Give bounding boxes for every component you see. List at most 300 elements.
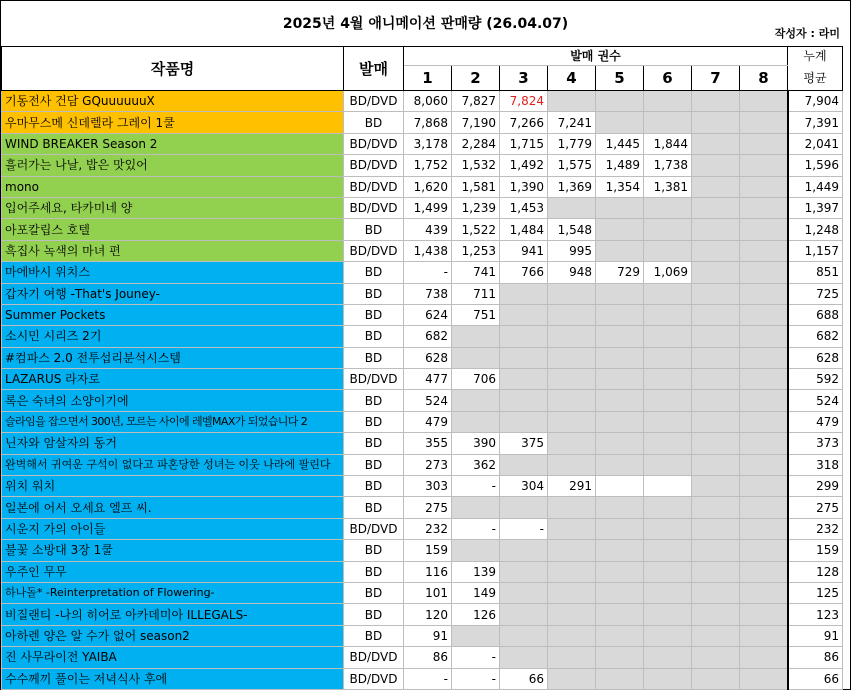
unreleased-volume-cell [740,112,788,133]
volume-value-cell: 1,522 [452,219,500,240]
sales-table [1,46,843,690]
volume-value-cell: 7,241 [548,112,596,133]
volume-value-cell: 741 [452,262,500,283]
volume-value-cell: 2,284 [452,133,500,154]
unreleased-volume-cell [740,668,788,689]
title-cell: 아하렌 양은 알 수가 없어 season2 [2,625,344,646]
unreleased-volume-cell [452,326,500,347]
unreleased-volume-cell [692,133,740,154]
unreleased-volume-cell [692,155,740,176]
title-cell: mono [2,176,344,197]
unreleased-volume-cell [500,497,548,518]
format-cell: BD [344,540,404,561]
unreleased-volume-cell [500,390,548,411]
unreleased-volume-cell [692,326,740,347]
volume-value-cell: 479 [404,411,452,432]
unreleased-volume-cell [596,112,644,133]
volume-value-cell: 1,453 [500,197,548,218]
title-cell: 닌자와 암살자의 동거 [2,433,344,454]
average-cell: 232 [788,518,843,539]
empty-volume-cell [644,476,692,497]
unreleased-volume-cell [692,112,740,133]
volume-value-cell: 355 [404,433,452,454]
volume-header-1: 1 [404,66,452,91]
title-cell: 수수께끼 풀이는 저녁식사 후에 [2,668,344,689]
table-row [2,369,843,390]
unreleased-volume-cell [644,411,692,432]
volume-value-cell: 1,354 [596,176,644,197]
volume-header-7: 7 [692,66,740,91]
unreleased-volume-cell [548,540,596,561]
table-row [2,411,843,432]
unreleased-volume-cell [452,390,500,411]
unreleased-volume-cell [500,347,548,368]
volume-value-cell: 304 [500,476,548,497]
unreleased-volume-cell [740,411,788,432]
unreleased-volume-cell [452,347,500,368]
volume-value-cell: 8,060 [404,91,452,112]
average-cell: 7,391 [788,112,843,133]
volume-value-cell: 729 [596,262,644,283]
volume-value-cell: - [452,668,500,689]
unreleased-volume-cell [644,604,692,625]
unreleased-volume-cell [452,497,500,518]
table-row [2,283,843,304]
format-cell: BD [344,433,404,454]
table-row [2,304,843,325]
table-row [2,176,843,197]
volume-value-cell: 1,779 [548,133,596,154]
unreleased-volume-cell [596,219,644,240]
unreleased-volume-cell [548,304,596,325]
volume-header-3: 3 [500,66,548,91]
unreleased-volume-cell [692,219,740,240]
unreleased-volume-cell [740,369,788,390]
title-cell: #컴파스 2.0 전투섭리분석시스템 [2,347,344,368]
average-cell: 851 [788,262,843,283]
unreleased-volume-cell [740,390,788,411]
title-cell: WIND BREAKER Season 2 [2,133,344,154]
unreleased-volume-cell [692,518,740,539]
volume-value-cell: 1,239 [452,197,500,218]
unreleased-volume-cell [740,433,788,454]
volume-value-cell: 1,484 [500,219,548,240]
unreleased-volume-cell [740,176,788,197]
average-cell: 275 [788,497,843,518]
table-row [2,604,843,625]
title-cell: 하나돌* -Reinterpretation of Flowering- [2,582,344,603]
title-cell: 위치 워치 [2,476,344,497]
unreleased-volume-cell [596,582,644,603]
unreleased-volume-cell [596,197,644,218]
format-cell: BD [344,390,404,411]
unreleased-volume-cell [548,197,596,218]
unreleased-volume-cell [500,582,548,603]
unreleased-volume-cell [644,326,692,347]
average-cell: 66 [788,668,843,689]
unreleased-volume-cell [596,668,644,689]
unreleased-volume-cell [692,91,740,112]
title-cell: LAZARUS 라자로 [2,369,344,390]
format-cell: BD [344,561,404,582]
average-cell: 373 [788,433,843,454]
average-cell: 318 [788,454,843,475]
format-cell: BD [344,497,404,518]
title-cell: 시운지 가의 아이들 [2,518,344,539]
volume-value-cell: 390 [452,433,500,454]
unreleased-volume-cell [692,283,740,304]
volume-value-cell: 624 [404,304,452,325]
unreleased-volume-cell [596,497,644,518]
title-cell: 비질랜티 -나의 히어로 아카데미아 ILLEGALS- [2,604,344,625]
unreleased-volume-cell [740,518,788,539]
unreleased-volume-cell [644,390,692,411]
volume-value-cell: - [452,647,500,668]
unreleased-volume-cell [692,668,740,689]
average-cell: 725 [788,283,843,304]
volume-value-cell: 1,381 [644,176,692,197]
average-cell: 91 [788,625,843,646]
unreleased-volume-cell [740,497,788,518]
unreleased-volume-cell [500,561,548,582]
unreleased-volume-cell [740,540,788,561]
average-cell: 128 [788,561,843,582]
unreleased-volume-cell [548,604,596,625]
unreleased-volume-cell [596,411,644,432]
volume-value-cell: 149 [452,582,500,603]
unreleased-volume-cell [644,625,692,646]
unreleased-volume-cell [644,197,692,218]
format-cell: BD/DVD [344,133,404,154]
unreleased-volume-cell [740,262,788,283]
table-body [2,91,843,690]
unreleased-volume-cell [644,219,692,240]
unreleased-volume-cell [740,604,788,625]
unreleased-volume-cell [692,497,740,518]
volume-header-6: 6 [644,66,692,91]
unreleased-volume-cell [692,625,740,646]
format-cell: BD [344,625,404,646]
volume-value-cell: - [404,262,452,283]
unreleased-volume-cell [548,347,596,368]
unreleased-volume-cell [644,240,692,261]
format-cell: BD [344,604,404,625]
unreleased-volume-cell [500,625,548,646]
volume-value-cell: 1,752 [404,155,452,176]
title-cell: Summer Pockets [2,304,344,325]
volume-value-cell: 1,844 [644,133,692,154]
volume-value-cell: 1,445 [596,133,644,154]
unreleased-volume-cell [644,582,692,603]
table-row [2,454,843,475]
average-cell: 1,248 [788,219,843,240]
volume-value-cell: 232 [404,518,452,539]
author-label: 작성자 : 라미 [774,27,840,40]
unreleased-volume-cell [596,91,644,112]
table-row [2,262,843,283]
unreleased-volume-cell [740,219,788,240]
volume-value-cell: 303 [404,476,452,497]
unreleased-volume-cell [644,369,692,390]
average-cell: 1,397 [788,197,843,218]
title-bar [1,1,850,46]
volume-value-cell: 7,190 [452,112,500,133]
unreleased-volume-cell [644,647,692,668]
average-cell: 86 [788,647,843,668]
title-cell: 슬라임을 잡으면서 300년, 모르는 사이에 레벨MAX가 되었습니다 2 [2,411,344,432]
volume-value-cell: 120 [404,604,452,625]
volume-value-cell: - [500,518,548,539]
volume-value-cell: 291 [548,476,596,497]
unreleased-volume-cell [644,347,692,368]
unreleased-volume-cell [548,390,596,411]
volume-value-cell: 477 [404,369,452,390]
unreleased-volume-cell [500,411,548,432]
volume-value-cell: 7,824 [500,91,548,112]
table-row [2,561,843,582]
unreleased-volume-cell [740,197,788,218]
unreleased-volume-cell [692,240,740,261]
volume-value-cell: 66 [500,668,548,689]
volume-value-cell: 1,738 [644,155,692,176]
table-row [2,625,843,646]
volume-value-cell: 126 [452,604,500,625]
volume-value-cell: 1,499 [404,197,452,218]
average-cell: 628 [788,347,843,368]
unreleased-volume-cell [644,540,692,561]
unreleased-volume-cell [692,582,740,603]
unreleased-volume-cell [692,454,740,475]
table-row [2,197,843,218]
average-cell: 123 [788,604,843,625]
unreleased-volume-cell [740,91,788,112]
format-cell: BD/DVD [344,668,404,689]
format-cell: BD [344,219,404,240]
unreleased-volume-cell [452,411,500,432]
average-cell: 1,157 [788,240,843,261]
title-cell: 록은 숙녀의 소양이기에 [2,390,344,411]
unreleased-volume-cell [548,91,596,112]
format-cell: BD [344,476,404,497]
page-title: 2025년 4월 애니메이션 판매량 (26.04.07) [282,16,569,32]
unreleased-volume-cell [452,625,500,646]
unreleased-volume-cell [644,518,692,539]
unreleased-volume-cell [548,369,596,390]
volumes-group-header: 발매 권수 [404,47,788,66]
volume-value-cell: 751 [452,304,500,325]
unreleased-volume-cell [692,540,740,561]
volume-value-cell: 995 [548,240,596,261]
unreleased-volume-cell [452,540,500,561]
average-cell: 1,596 [788,155,843,176]
unreleased-volume-cell [548,326,596,347]
unreleased-volume-cell [740,347,788,368]
unreleased-volume-cell [644,91,692,112]
average-cell: 592 [788,369,843,390]
unreleased-volume-cell [740,326,788,347]
volume-value-cell: 738 [404,283,452,304]
unreleased-volume-cell [740,133,788,154]
table-row [2,91,843,112]
table-row [2,647,843,668]
unreleased-volume-cell [596,454,644,475]
unreleased-volume-cell [500,283,548,304]
unreleased-volume-cell [740,561,788,582]
unreleased-volume-cell [500,647,548,668]
avg-header-line2: 평균 [788,66,843,91]
unreleased-volume-cell [740,240,788,261]
title-cell: 우주인 무무 [2,561,344,582]
volume-value-cell: 1,492 [500,155,548,176]
unreleased-volume-cell [596,390,644,411]
volume-value-cell: 101 [404,582,452,603]
title-cell: 입어주세요, 타카미네 양 [2,197,344,218]
average-cell: 7,904 [788,91,843,112]
unreleased-volume-cell [596,326,644,347]
unreleased-volume-cell [596,647,644,668]
average-cell: 524 [788,390,843,411]
format-cell: BD [344,262,404,283]
title-cell: 우마무스메 신데렐라 그레이 1쿨 [2,112,344,133]
unreleased-volume-cell [740,454,788,475]
average-cell: 688 [788,304,843,325]
format-cell: BD/DVD [344,518,404,539]
avg-header-line1: 누계 [788,47,843,66]
unreleased-volume-cell [596,561,644,582]
unreleased-volume-cell [644,497,692,518]
table-row [2,540,843,561]
unreleased-volume-cell [692,347,740,368]
volume-value-cell: - [452,476,500,497]
volume-value-cell: 159 [404,540,452,561]
volume-value-cell: 116 [404,561,452,582]
average-cell: 125 [788,582,843,603]
table-row [2,668,843,689]
volume-value-cell: 275 [404,497,452,518]
table-row [2,240,843,261]
format-cell: BD/DVD [344,647,404,668]
unreleased-volume-cell [644,561,692,582]
volume-value-cell: 439 [404,219,452,240]
table-row [2,326,843,347]
volume-value-cell: 375 [500,433,548,454]
table-row [2,219,843,240]
volume-value-cell: 86 [404,647,452,668]
unreleased-volume-cell [500,604,548,625]
unreleased-volume-cell [500,326,548,347]
format-cell: BD [344,582,404,603]
format-cell: BD/DVD [344,91,404,112]
unreleased-volume-cell [740,283,788,304]
volume-value-cell: 1,532 [452,155,500,176]
title-cell: 갑자기 여행 -That's Jouney- [2,283,344,304]
unreleased-volume-cell [548,625,596,646]
volume-value-cell: 1,581 [452,176,500,197]
format-cell: BD [344,411,404,432]
volume-value-cell: - [452,518,500,539]
format-cell: BD/DVD [344,197,404,218]
average-cell: 1,449 [788,176,843,197]
format-cell: BD [344,454,404,475]
table-row [2,347,843,368]
table-row [2,476,843,497]
unreleased-volume-cell [548,433,596,454]
unreleased-volume-cell [740,304,788,325]
average-cell: 159 [788,540,843,561]
volume-value-cell: 1,548 [548,219,596,240]
unreleased-volume-cell [596,240,644,261]
table-row [2,497,843,518]
title-cell: 일본에 어서 오세요 엘프 씨. [2,497,344,518]
title-cell: 기동전사 건담 GQuuuuuuX [2,91,344,112]
volume-value-cell: 1,069 [644,262,692,283]
title-cell: 흘러가는 나날, 밥은 맛있어 [2,155,344,176]
unreleased-volume-cell [548,518,596,539]
unreleased-volume-cell [692,561,740,582]
unreleased-volume-cell [548,647,596,668]
unreleased-volume-cell [500,454,548,475]
unreleased-volume-cell [548,668,596,689]
volume-value-cell: 766 [500,262,548,283]
volume-value-cell: 7,266 [500,112,548,133]
unreleased-volume-cell [596,304,644,325]
format-cell: BD/DVD [344,369,404,390]
unreleased-volume-cell [692,411,740,432]
unreleased-volume-cell [692,262,740,283]
unreleased-volume-cell [692,304,740,325]
format-column-header: 발매 [344,47,404,91]
table-row [2,112,843,133]
unreleased-volume-cell [692,390,740,411]
volume-header-2: 2 [452,66,500,91]
volume-value-cell: 1,715 [500,133,548,154]
unreleased-volume-cell [692,197,740,218]
volume-value-cell: 1,438 [404,240,452,261]
volume-value-cell: 1,575 [548,155,596,176]
volume-value-cell: 948 [548,262,596,283]
format-cell: BD/DVD [344,155,404,176]
unreleased-volume-cell [548,283,596,304]
volume-value-cell: 273 [404,454,452,475]
title-cell: 마에바시 위치스 [2,262,344,283]
table-row [2,133,843,154]
unreleased-volume-cell [692,433,740,454]
volume-value-cell: - [404,668,452,689]
volume-value-cell: 7,868 [404,112,452,133]
unreleased-volume-cell [692,604,740,625]
table-row [2,518,843,539]
unreleased-volume-cell [644,454,692,475]
unreleased-volume-cell [740,625,788,646]
unreleased-volume-cell [644,304,692,325]
unreleased-volume-cell [644,668,692,689]
format-cell: BD/DVD [344,176,404,197]
table-row [2,155,843,176]
format-cell: BD [344,283,404,304]
unreleased-volume-cell [548,454,596,475]
table-row [2,582,843,603]
unreleased-volume-cell [644,112,692,133]
volume-value-cell: 628 [404,347,452,368]
volume-value-cell: 941 [500,240,548,261]
unreleased-volume-cell [644,433,692,454]
title-cell: 아포칼립스 호텔 [2,219,344,240]
volume-value-cell: 139 [452,561,500,582]
volume-value-cell: 7,827 [452,91,500,112]
unreleased-volume-cell [596,604,644,625]
volume-value-cell: 711 [452,283,500,304]
format-cell: BD [344,347,404,368]
